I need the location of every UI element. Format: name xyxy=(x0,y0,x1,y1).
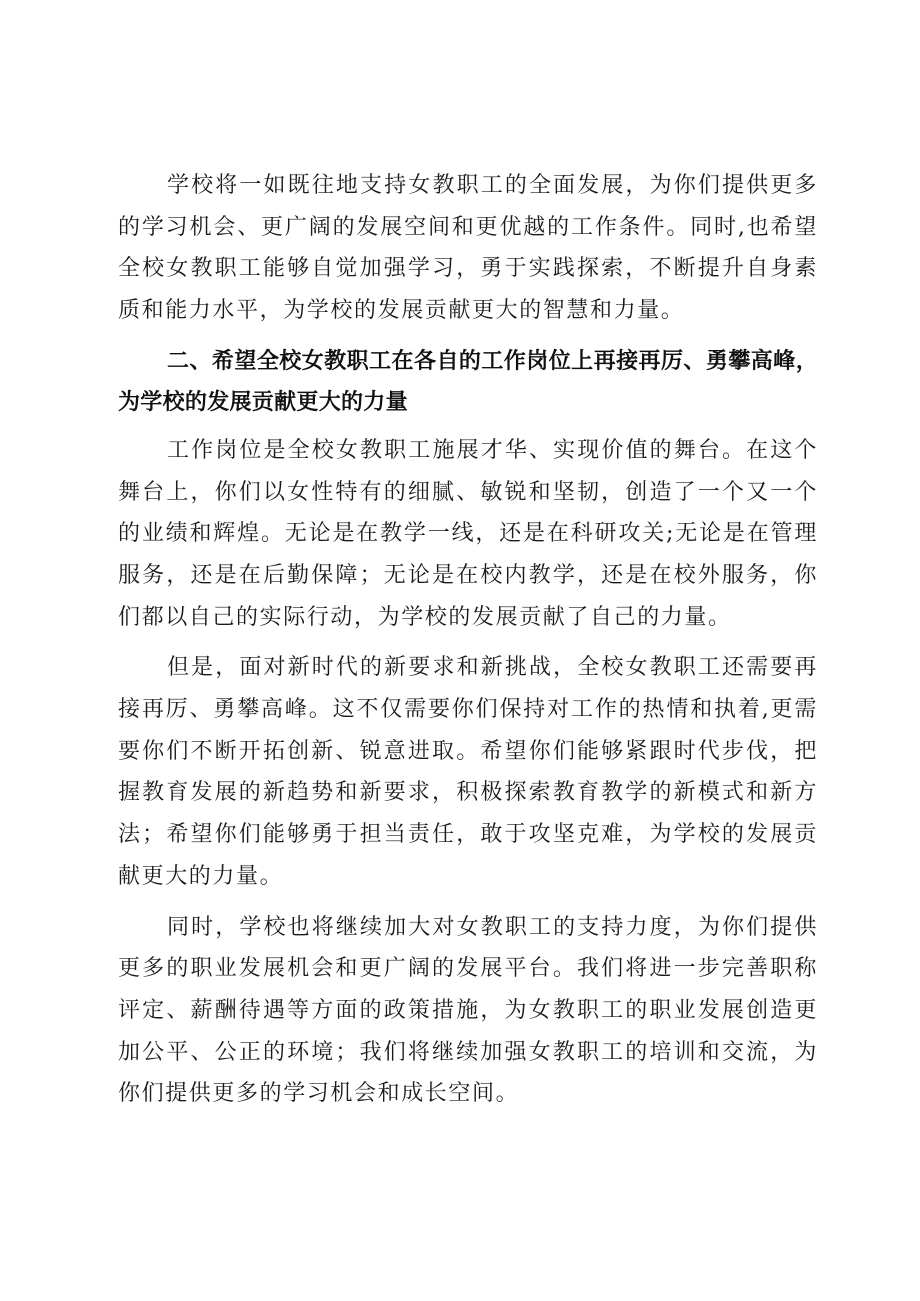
body-paragraph-4: 同时，学校也将继续加大对女教职工的支持力度，为你们提供更多的职业发展机会和更广阔的发展平台。我们将进一步完善职称评定、薪酬待遇等方面的政策措施，为女教职工的职业发展创造更加公平、公正的环境；我们将继续加强女教职工的培训和交流，为你们提供更多的学习机会和成长空间。 xyxy=(118,914,818,1107)
body-paragraph-1: 学校将一如既往地支持女教职工的全面发展，为你们提供更多的学习机会、更广阔的发展空间和更优越的工作条件。同时,也希望全校女教职工能够自觉加强学习，勇于实践探索，不断提升自身素质和能力水平，为学校的发展贡献更大的智慧和力量。 xyxy=(118,173,818,324)
body-paragraph-2: 工作岗位是全校女教职工施展才华、实现价值的舞台。在这个舞台上，你们以女性特有的细腻、敏锐和坚韧，创造了一个又一个的业绩和辉煌。无论是在教学一线，还是在科研攻关;无论是在管理服务，还是在后勤保障；无论是在校内教学，还是在校外服务，你们都以自己的实际行动，为学校的发展贡献了自己的力量。 xyxy=(118,437,818,630)
section-heading: 二、希望全校女教职工在各自的工作岗位上再接再厉、勇攀高峰，为学校的发展贡献更大的力量 xyxy=(118,348,818,415)
body-paragraph-3: 但是，面对新时代的新要求和新挑战，全校女教职工还需要再接再厉、勇攀高峰。这不仅需要你们保持对工作的热情和执着,更需要你们不断开拓创新、锐意进取。希望你们能够紧跟时代步伐，把握教育发展的新趋势和新要求，积极探索教育教学的新模式和新方法；希望你们能够勇于担当责任，敢于攻坚克难，为学校的发展贡献更大的力量。 xyxy=(118,655,818,889)
document-page xyxy=(118,165,818,1124)
